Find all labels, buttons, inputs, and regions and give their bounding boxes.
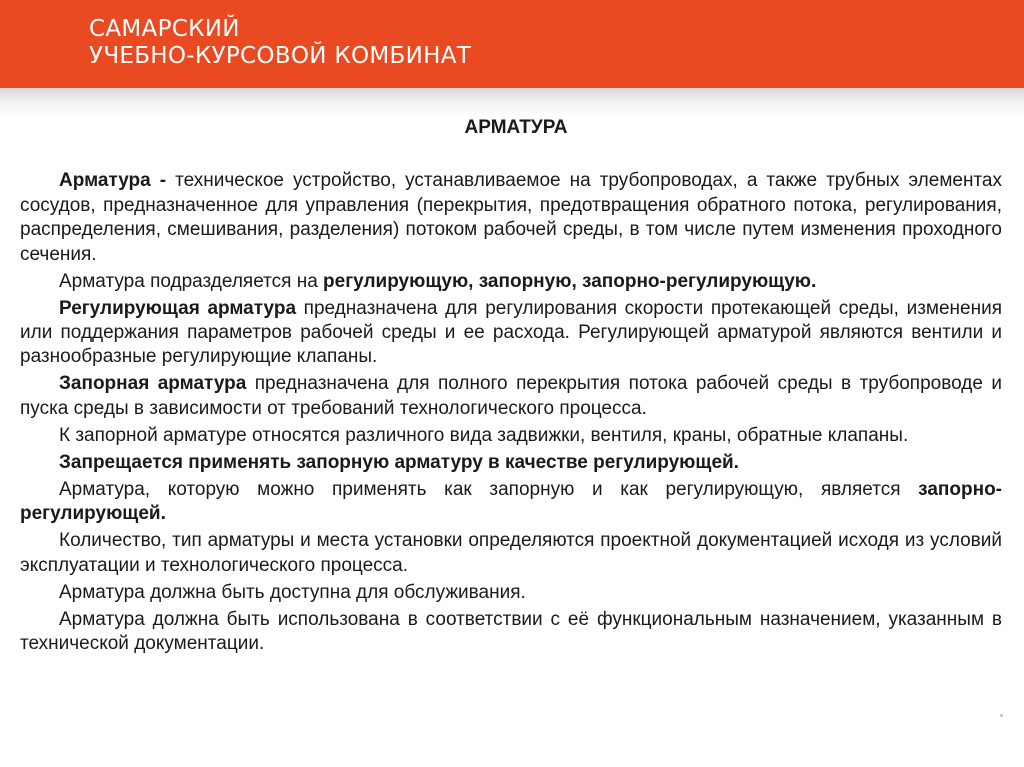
paragraph-classification: [20, 270, 1002, 294]
bold-term: Арматура -: [59, 170, 167, 192]
paragraph-prohibition: [20, 451, 1002, 475]
document-title: АРМАТУРА: [464, 117, 568, 138]
bold-term: запорно-регулирующей.: [20, 478, 1002, 525]
paragraph-text: Арматура должна быть использована в соответствии с её функциональным назначением, указанным в технической документации.: [20, 608, 1002, 655]
paragraph-text: Арматура, которую можно применять как запорную и как регулирующую, является: [59, 478, 919, 500]
header-bar: [0, 0, 1024, 88]
paragraph-definition: [20, 169, 1002, 267]
paragraph-text: Арматура должна быть доступна для обслуживания.: [59, 581, 526, 603]
brand-line-1: САМАРСКИЙ: [89, 16, 240, 42]
paragraph-shutoff-types: [20, 424, 1002, 448]
paragraph-text: К запорной арматуре относятся различного вида задвижки, вентиля, краны, обратные клапаны.: [59, 424, 909, 446]
brand-logo-text: [89, 16, 471, 70]
brand-line-2: УЧЕБНО-КУРСОВОЙ КОМБИНАТ: [89, 43, 472, 69]
bold-term: Запрещается применять запорную арматуру в качестве регулирующей.: [59, 451, 739, 473]
paragraph-quantity: [20, 529, 1002, 578]
paragraph-regulating: [20, 297, 1002, 370]
paragraph-shutoff: [20, 372, 1002, 421]
paragraph-combined: [20, 478, 1002, 527]
paragraph-text: предназначена для регулирования скорости протекающей среды, изменения или поддержания параметров рабочей среды и ее расхода. Регулирующей арматурой являются вентили и разнообразные регулирующие клапаны.: [20, 297, 1002, 368]
paragraph-text: Количество, тип арматуры и места установки определяются проектной документацией исходя из условий эксплуатации и технологического процесса.: [20, 530, 1002, 576]
bold-term: Запорная арматура: [59, 373, 247, 395]
header-shadow: [0, 88, 1024, 118]
paragraph-text: предназначена для полного перекрытия потока рабочей среды в трубопроводе и пуска среды в зависимости от требований технологического процесса.: [20, 373, 1002, 419]
paragraph-access: [20, 581, 1002, 605]
bold-term: Регулирующая арматура: [59, 297, 297, 319]
bold-term: регулирующую, запорную, запорно-регулирующую.: [323, 270, 817, 292]
document-body: [20, 116, 1002, 659]
paragraph-text: техническое устройство, устанавливаемое на трубопроводах, а также трубных элементах сосудов, предназначенное для управления (перекрытия, предотвращения обратного потока, регулирования, распределения, смешивания, разделения) потоком рабочей среды, в том числе путем изменения проходного сечения.: [20, 170, 1002, 265]
decorative-dot: [1000, 714, 1003, 717]
paragraph-usage: [20, 608, 1002, 657]
paragraph-text: Арматура подразделяется на: [59, 270, 324, 292]
